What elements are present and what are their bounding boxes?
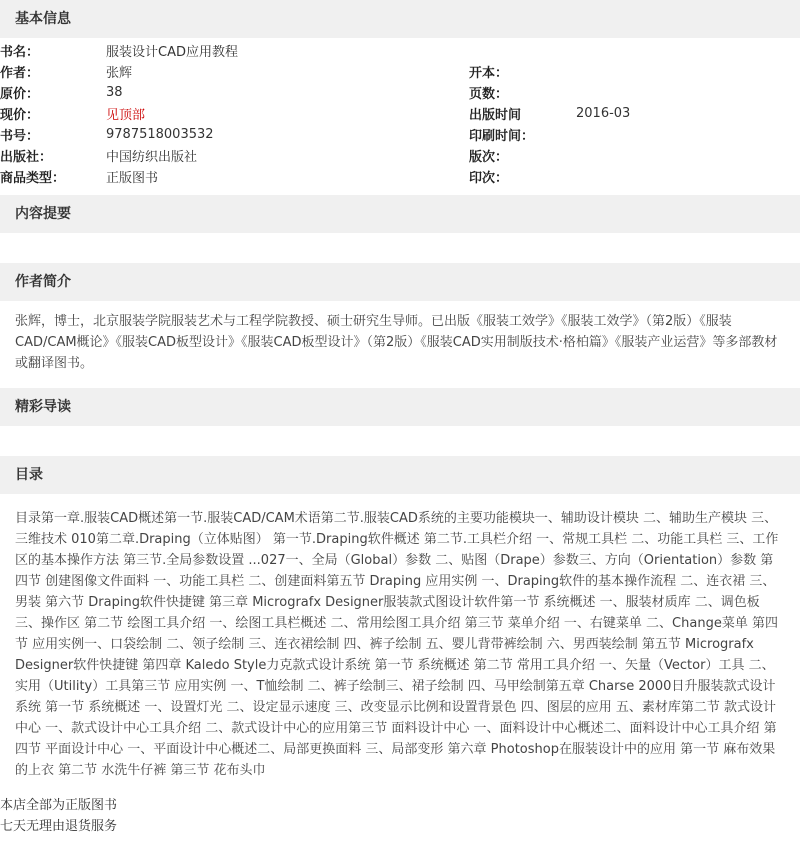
current-price-label: 现价： — [0, 108, 40, 123]
title-label: 书名： — [0, 45, 40, 60]
pages-label: 页数： — [469, 87, 509, 102]
title-value: 服装设计CAD应用教程 — [106, 45, 238, 60]
store-notice — [0, 795, 800, 837]
print-date-label: 印刷时间： — [469, 129, 535, 144]
basic-info-header: 基本信息 — [0, 0, 800, 38]
info-row — [0, 145, 800, 166]
section-toc — [0, 456, 800, 795]
price-label: 原价： — [0, 87, 40, 102]
author-label: 作者： — [0, 66, 40, 81]
format-value — [576, 61, 800, 82]
notice-genuine: 本店全部为正版图书 — [0, 798, 118, 813]
isbn-label: 书号： — [0, 129, 40, 144]
isbn-value: 9787518003532 — [106, 127, 214, 142]
format-label: 开本： — [469, 66, 509, 81]
basic-info-table — [0, 40, 800, 187]
type-value: 正版图书 — [106, 171, 159, 186]
author-value: 张辉 — [106, 66, 133, 81]
info-row — [0, 82, 800, 103]
notice-return: 七天无理由退货服务 — [0, 819, 118, 834]
print-date-value — [576, 124, 800, 145]
info-row — [0, 124, 800, 145]
edition-value — [576, 145, 800, 166]
publisher-label: 出版社： — [0, 150, 53, 165]
summary-body — [0, 233, 800, 253]
impression-value — [576, 166, 800, 187]
summary-header: 内容提要 — [0, 195, 800, 233]
info-row — [0, 166, 800, 187]
type-label: 商品类型： — [0, 171, 66, 186]
section-highlights — [0, 388, 800, 446]
price-value: 38 — [106, 85, 123, 100]
impression-label: 印次： — [469, 171, 509, 186]
info-row — [0, 40, 800, 61]
author-intro-header: 作者简介 — [0, 263, 800, 301]
toc-header: 目录 — [0, 456, 800, 494]
pages-value — [576, 82, 800, 103]
current-price-value: 见顶部 — [106, 108, 146, 123]
pub-date-value: 2016-03 — [576, 106, 631, 121]
info-row — [0, 103, 800, 124]
author-intro-text: 张辉，博士，北京服装学院服装艺术与工程学院教授、硕士研究生导师。已出版《服装工效学》《服装工效学》（第2版）《服装CAD/CAM概论》《服装CAD板型设计》《服装CAD板型设计》（第2版）《服装CAD实用制版技术·格柏篇》《服装产业运营》等多部教材或翻译图书。 — [15, 314, 778, 371]
section-author-intro — [0, 263, 800, 388]
section-basic-info — [0, 0, 800, 187]
highlights-header: 精彩导读 — [0, 388, 800, 426]
edition-label: 版次： — [469, 150, 509, 165]
highlights-body — [0, 426, 800, 446]
pub-date-label: 出版时间 — [469, 108, 522, 123]
info-row — [0, 61, 800, 82]
toc-text: 目录第一章.服装CAD概述第一节.服装CAD/CAM术语第二节.服装CAD系统的主要功能模块一、辅助设计模块 二、辅助生产模块 三、三维技术 010第二章.Draping（立体贴图） 第一节.Draping软件概述 第二节.工具栏介绍 一、常规工具栏 二、功能工具栏 三、工作区的基本操作方法 第三节.全局参数设置 ...027一、全局（Global）参数 二、贴图（Drape）参数三、方向（Orientation）参数 第四节 创建图像文件面料 一、功能工具栏 二、创建面料第五节 Draping 应用实例 一、Draping软件的基本操作流程 二、连衣裙 三、男装 第六节 Draping软件快捷键 第三章 Micrografx Designer服装款式图设计软件第一节 系统概述 一、服装材质库 二、调色板 三、操作区 第二节 绘图工具介绍 一、绘图工具栏概述 二、常用绘图工具介绍 第三节 菜单介绍 一、右键菜单 二、Change菜单 第四节 应用实例一、口袋绘制 二、领子绘制 三、连衣裙绘制 四、裤子绘制 五、婴儿背带裤绘制 六、男西装绘制 第五节 Micrografx Designer软件快捷键 第四章 Kaledo Style力克款式设计系统 第一节 系统概述 第二节 常用工具介绍 一、矢量（Vector）工具 二、实用（Utility）工具第三节 应用实例 一、T恤绘制 二、裤子绘制三、裙子绘制 四、马甲绘制第五章 Charse 2000日升服装款式设计系统 第一节 系统概述 一、设置灯光 二、设定显示速度 三、改变显示比例和设置背景色 四、图层的应用 五、素材库第二节 款式设计中心 一、款式设计中心工具介绍 二、款式设计中心的应用第三节 面料设计中心 一、面料设计中心概述二、面料设计中心工具介绍 第四节 平面设计中心 一、平面设计中心概述二、局部更换面料 三、局部变形 第六章 Photoshop在服装设计中的应用 第一节 麻布效果的上衣 第二节 水洗牛仔裤 第三节 花布头巾 — [15, 511, 779, 778]
publisher-value: 中国纺织出版社 — [106, 150, 198, 165]
section-summary — [0, 195, 800, 253]
